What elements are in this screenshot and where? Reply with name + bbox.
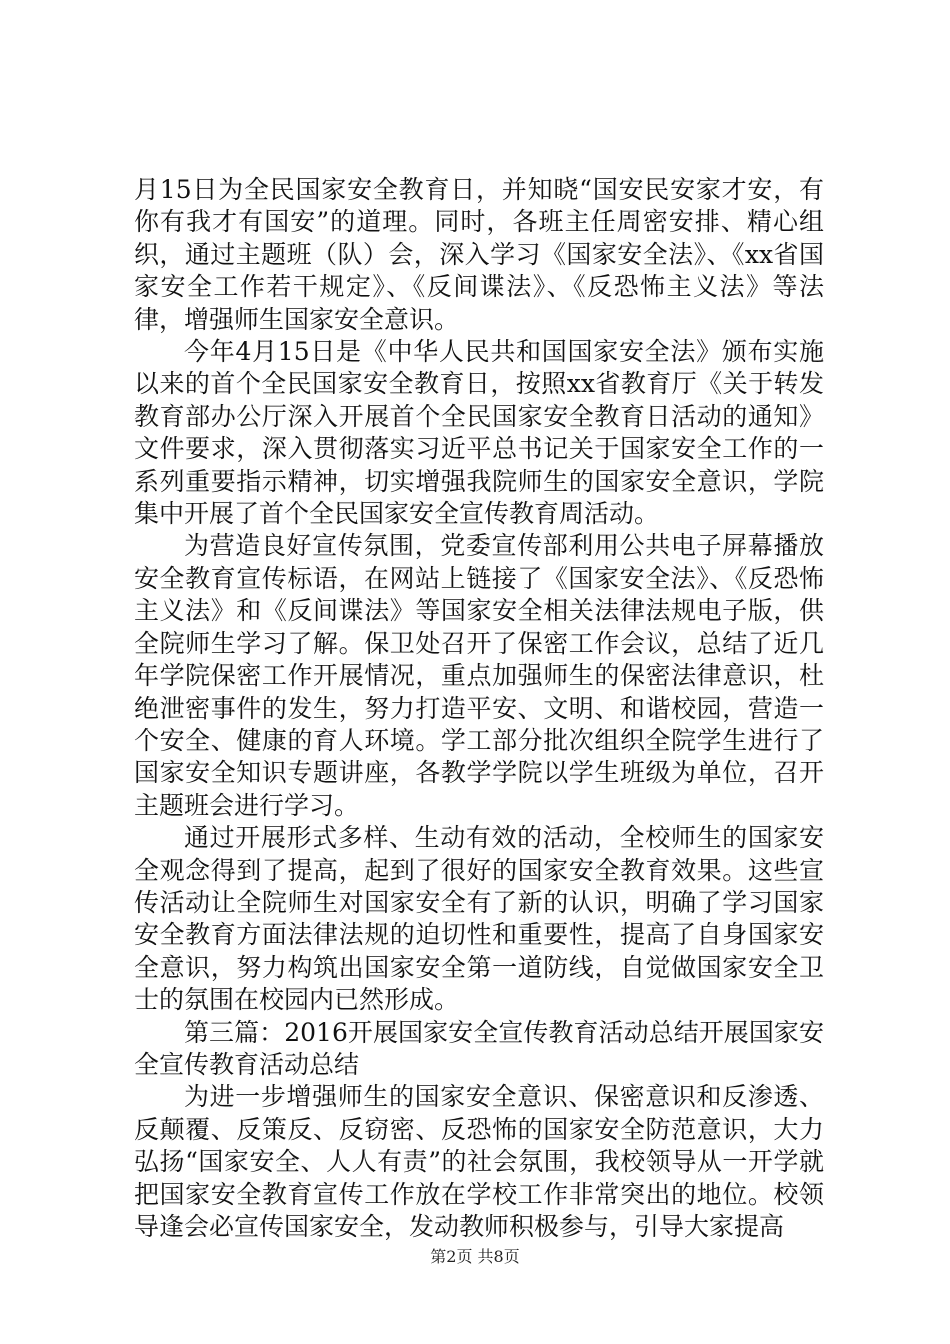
paragraph-law-anniversary: 今年4月15日是《中华人民共和国国家安全法》颁布实施以来的首个全民国家安全教育日，按照xx省教育厅《关于转发教育部办公厅深入开展首个全民国家安全教育日活动的通知》文件要求，深入贯彻落实习近平总书记关于国家安全工作的一系列重要指示精神，切实增强我院师生的国家安全意识，学院集中开展了首个全民国家安全宣传教育周活动。: [134, 337, 824, 529]
paragraph-continuation: 月15日为全民国家安全教育日，并知晓“国安民安家才安，有你有我才有国安”的道理。同时，各班主任周密安排、精心组织，通过主题班（队）会，深入学习《国家安全法》、《xx省国家安全工作若干规定》、《反间谍法》、《反恐怖主义法》等法律，增强师生国家安全意识。: [134, 175, 824, 334]
page-number-footer: 第2页 共8页: [430, 1247, 520, 1266]
paragraph-activity-results: 通过开展形式多样、生动有效的活动，全校师生的国家安全观念得到了提高，起到了很好的国家安全教育效果。这些宣传活动让全院师生对国家安全有了新的认识，明确了学习国家安全教育方面法律法规的迫切性和重要性，提高了自身国家安全意识，努力构筑出国家安全第一道防线，自觉做国家安全卫士的氛围在校园内已然形成。: [134, 823, 824, 1015]
document-body: [134, 174, 824, 1243]
section-heading-part-three: 第三篇：2016开展国家安全宣传教育活动总结开展国家安全宣传教育活动总结: [134, 1017, 824, 1079]
paragraph-publicity-atmosphere: 为营造良好宣传氛围，党委宣传部利用公共电子屏幕播放安全教育宣传标语，在网站上链接了《国家安全法》、《反恐怖主义法》和《反间谍法》等国家安全相关法律法规电子版，供全院师生学习了解。保卫处召开了保密工作会议，总结了近几年学院保密工作开展情况，重点加强师生的保密法律意识，杜绝泄密事件的发生，努力打造平安、文明、和谐校园，营造一个安全、健康的育人环境。学工部分批次组织全院学生进行了国家安全知识专题讲座，各教学学院以学生班级为单位，召开主题班会进行学习。: [134, 531, 824, 820]
paragraph-security-awareness: 为进一步增强师生的国家安全意识、保密意识和反渗透、反颠覆、反策反、反窃密、反恐怖的国家安全防范意识，大力弘扬“国家安全、人人有责”的社会氛围，我校领导从一开学就把国家安全教育宣传工作放在学校工作非常突出的地位。校领导逢会必宣传国家安全，发动教师积极参与，引导大家提高: [134, 1082, 824, 1241]
